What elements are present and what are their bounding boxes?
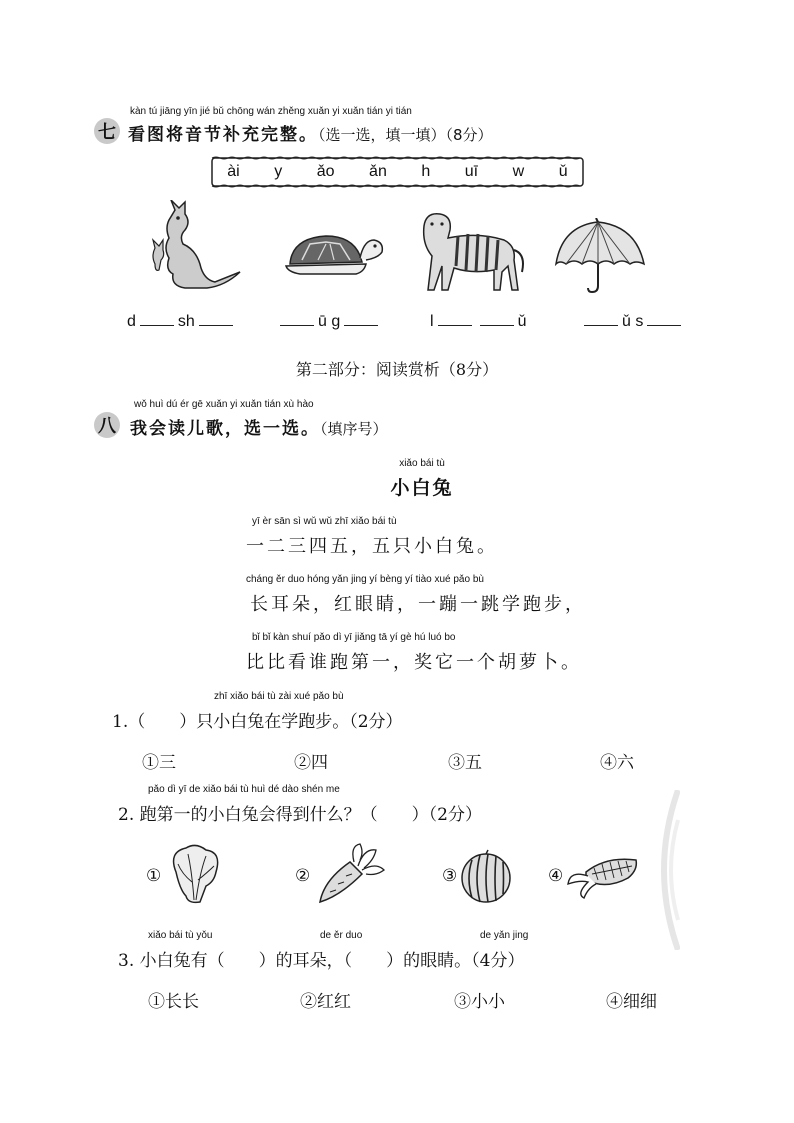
corn-image[interactable]	[566, 850, 642, 900]
fill-blank[interactable]	[344, 325, 378, 326]
q8-number-badge: 八	[94, 412, 120, 438]
poem-line-pinyin: bǐ bǐ kàn shuí pǎo dì yī jiǎng tā yí gè hú luó bo	[252, 632, 456, 643]
letter-option: y	[274, 163, 283, 180]
syllable-part: l	[430, 313, 434, 330]
fill-blank[interactable]	[438, 325, 472, 326]
poem-line: 一二三四五，五只小白兔。	[246, 536, 498, 557]
q8-title	[130, 414, 388, 439]
letter-option: ǎo	[316, 163, 335, 180]
syllable-part: ū g	[318, 313, 341, 330]
poem-line-pinyin: cháng ěr duo hóng yǎn jing yí bèng yí tiào xué pǎo bù	[246, 574, 484, 585]
blank-group-kangaroo	[127, 313, 237, 331]
question-3-text: 3. 小白兔有（ ）的耳朵，（ ）的眼睛。（4分）	[118, 951, 525, 971]
fill-blank[interactable]	[584, 325, 618, 326]
blank-group-umbrella	[580, 313, 685, 331]
q3-option[interactable]: ②红红	[300, 992, 351, 1012]
poem-line: 长耳朵，红眼睛，一蹦一跳学跑步，	[250, 594, 586, 615]
carrot-image[interactable]	[314, 840, 386, 906]
blank-group-turtle	[276, 313, 382, 331]
tiger-image	[418, 210, 528, 295]
question-3-pinyin-a: xiǎo bái tù yǒu	[148, 930, 213, 941]
poem-line-pinyin: yī èr sān sì wǔ wǔ zhī xiǎo bái tù	[252, 516, 397, 527]
q7-number-badge: 七	[94, 118, 120, 144]
q3-option[interactable]: ④细细	[606, 992, 657, 1012]
umbrella-image	[552, 218, 647, 296]
q7-pinyin: kàn tú jiāng yīn jié bǔ chōng wán zhěng xuǎn yi xuǎn tián yi tián	[130, 106, 412, 117]
q7-title	[128, 120, 493, 145]
fill-blank[interactable]	[647, 325, 681, 326]
q1-option[interactable]: ②四	[294, 753, 328, 773]
question-3-pinyin-c: de yǎn jing	[480, 930, 529, 941]
watermelon-image[interactable]	[458, 848, 514, 904]
syllable-part: ǔ s	[622, 313, 644, 330]
q1-option[interactable]: ①三	[142, 753, 176, 773]
question-3-pinyin-b: de ěr duo	[320, 930, 363, 941]
q7-title-text: 看图将音节补充完整。	[128, 125, 318, 145]
poem-line: 比比看谁跑第一，奖它一个胡萝卜。	[246, 652, 582, 673]
fill-blank[interactable]	[140, 325, 174, 326]
q2-option[interactable]: ①	[146, 866, 162, 886]
kangaroo-image	[145, 200, 245, 295]
letter-option: uī	[464, 163, 479, 180]
cabbage-image[interactable]	[166, 842, 224, 906]
q2-option[interactable]: ④	[548, 866, 564, 886]
q1-option[interactable]: ④六	[600, 753, 634, 773]
letter-choice-box	[210, 156, 585, 188]
letter-option: w	[512, 163, 525, 180]
fill-blank[interactable]	[480, 325, 514, 326]
question-1-text: 1.（ ）只小白兔在学跑步。（2分）	[112, 712, 403, 732]
question-2-text: 2. 跑第一的小白兔会得到什么？（ ）（2分）	[118, 805, 482, 825]
q2-option[interactable]: ②	[295, 866, 311, 886]
q3-option[interactable]: ③小小	[454, 992, 505, 1012]
turtle-image	[282, 230, 387, 280]
q2-option[interactable]: ③	[442, 866, 458, 886]
page-edge-decoration	[650, 790, 680, 950]
q8-note: （填序号）	[320, 420, 388, 438]
fill-blank[interactable]	[199, 325, 233, 326]
letter-option: ǎn	[369, 163, 387, 180]
letter-option: ài	[227, 163, 240, 180]
q8-pinyin: wǒ huì dú ér gē xuǎn yi xuǎn tián xù hào	[134, 399, 314, 410]
syllable-part: sh	[177, 313, 195, 330]
letter-option: h	[421, 163, 431, 180]
q7-note: （选一选，填一填）（8分）	[318, 126, 493, 144]
poem-title: 小白兔	[390, 477, 454, 499]
q8-title-text: 我会读儿歌，选一选。	[130, 419, 320, 439]
question-1-pinyin: zhī xiǎo bái tù zài xué pǎo bù	[214, 691, 344, 702]
q3-option[interactable]: ①长长	[148, 992, 199, 1012]
part2-heading: 第二部分：阅读赏析（8分）	[295, 360, 499, 379]
syllable-part: d	[127, 313, 136, 330]
blank-group-tiger	[430, 313, 526, 331]
poem-title-pinyin: xiǎo bái tù	[399, 458, 445, 469]
fill-blank[interactable]	[280, 325, 314, 326]
letter-option: ǔ	[558, 163, 568, 180]
syllable-part: ǔ	[517, 313, 527, 330]
q1-option[interactable]: ③五	[448, 753, 482, 773]
question-2-pinyin: pǎo dì yī de xiǎo bái tù huì dé dào shén me	[148, 784, 340, 795]
